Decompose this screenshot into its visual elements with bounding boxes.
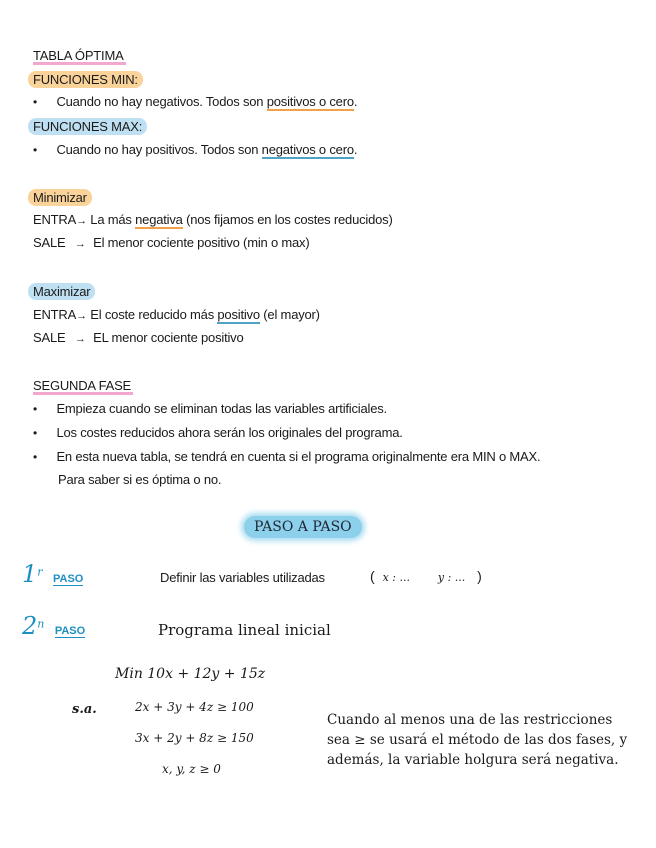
- paren-open: (: [370, 568, 375, 584]
- bullet-marker: •: [33, 450, 38, 464]
- objective-function: Min 10x + 12y + 15z: [115, 666, 266, 682]
- step-superscript: r: [37, 565, 43, 579]
- note-line-1: Cuando al menos una de las restricciones: [327, 712, 613, 728]
- highlight-negativos-o-cero: negativos o cero: [261, 142, 354, 157]
- sale-label: SALE: [33, 330, 66, 345]
- heading-paso-a-paso: PASO A PASO: [244, 516, 362, 538]
- list-item-continuation: Para saber si es óptima o no.: [58, 472, 222, 487]
- list-item-text: Empieza cuando se eliminan todas las variables artificiales.: [56, 401, 387, 416]
- step-1-marker: [22, 560, 83, 588]
- arrow-icon: →: [74, 238, 86, 250]
- note-line-3: además, la variable holgura será negativa.: [327, 752, 619, 768]
- heading-maximizar: Maximizar: [28, 283, 95, 300]
- constraint-1: 2x + 3y + 4z ≥ 100: [135, 700, 254, 714]
- step-1-text: Definir las variables utilizadas: [160, 570, 325, 585]
- step-number: 2: [22, 612, 38, 640]
- entra-text-post: (nos fijamos en los costes reducidos): [182, 212, 393, 227]
- constraint-2: 3x + 2y + 8z ≥ 150: [135, 731, 254, 745]
- arrow-icon: →: [76, 215, 87, 227]
- heading-minimizar: Minimizar: [28, 189, 92, 206]
- section-title-segunda-fase: SEGUNDA FASE: [33, 378, 132, 393]
- entra-label: ENTRA: [33, 212, 77, 227]
- minimizar-entra: [33, 212, 393, 227]
- bullet-marker: •: [33, 143, 38, 157]
- step-label: PASO: [54, 625, 86, 637]
- bullet-marker: •: [33, 402, 38, 416]
- maximizar-sale: [33, 330, 244, 345]
- entra-text: El coste reducido más: [90, 307, 218, 322]
- variable-x: x : ...: [382, 571, 410, 584]
- sale-text: El menor cociente positivo (min o max): [93, 235, 310, 250]
- list-item: [33, 401, 387, 416]
- subject-to-label: s.a.: [72, 702, 97, 717]
- list-item: [33, 449, 540, 464]
- step-2-marker: [22, 612, 85, 640]
- bullet-max-period: .: [353, 142, 358, 157]
- step-number: 1: [22, 560, 38, 588]
- step-2-text: Programa lineal inicial: [158, 621, 331, 639]
- arrow-icon: →: [74, 333, 86, 345]
- entra-text: La más: [90, 212, 136, 227]
- maximizar-entra: [33, 307, 320, 322]
- list-item-text: En esta nueva tabla, se tendrá en cuenta si el programa originalmente era MIN o MAX.: [56, 449, 541, 464]
- sale-label: SALE: [33, 235, 66, 250]
- highlight-positivos-o-cero: positivos o cero: [266, 94, 354, 109]
- note-line-2: sea ≥ se usará el método de las dos fases, y: [327, 732, 628, 748]
- step-label: PASO: [53, 573, 84, 585]
- bullet-marker: •: [33, 426, 38, 440]
- list-item: [33, 425, 403, 440]
- paren-close: ): [477, 568, 482, 584]
- entra-text-post: (el mayor): [259, 307, 320, 322]
- section-title-tabla-optima: TABLA ÓPTIMA: [33, 48, 124, 63]
- bullet-max: [33, 142, 357, 157]
- constraint-nonnegativity: x, y, z ≥ 0: [162, 762, 221, 776]
- heading-funciones-min: FUNCIONES MIN:: [28, 71, 143, 88]
- bullet-max-text: Cuando no hay positivos. Todos son: [56, 142, 262, 157]
- bullet-min: [33, 94, 357, 109]
- step-1-variables: [370, 568, 482, 584]
- step-superscript: n: [37, 617, 45, 631]
- variable-y: y : ...: [437, 571, 466, 584]
- heading-funciones-max: FUNCIONES MAX:: [28, 118, 147, 135]
- sale-text: EL menor cociente positivo: [93, 330, 244, 345]
- highlight-positivo: positivo: [217, 307, 260, 322]
- list-item-text: Los costes reducidos ahora serán los originales del programa.: [56, 425, 403, 440]
- highlight-negativa: negativa: [135, 212, 183, 227]
- arrow-icon: →: [76, 310, 87, 322]
- bullet-min-period: .: [353, 94, 358, 109]
- entra-label: ENTRA: [33, 307, 77, 322]
- bullet-marker: •: [33, 95, 38, 109]
- minimizar-sale: [33, 235, 309, 250]
- bullet-min-text: Cuando no hay negativos. Todos son: [56, 94, 267, 109]
